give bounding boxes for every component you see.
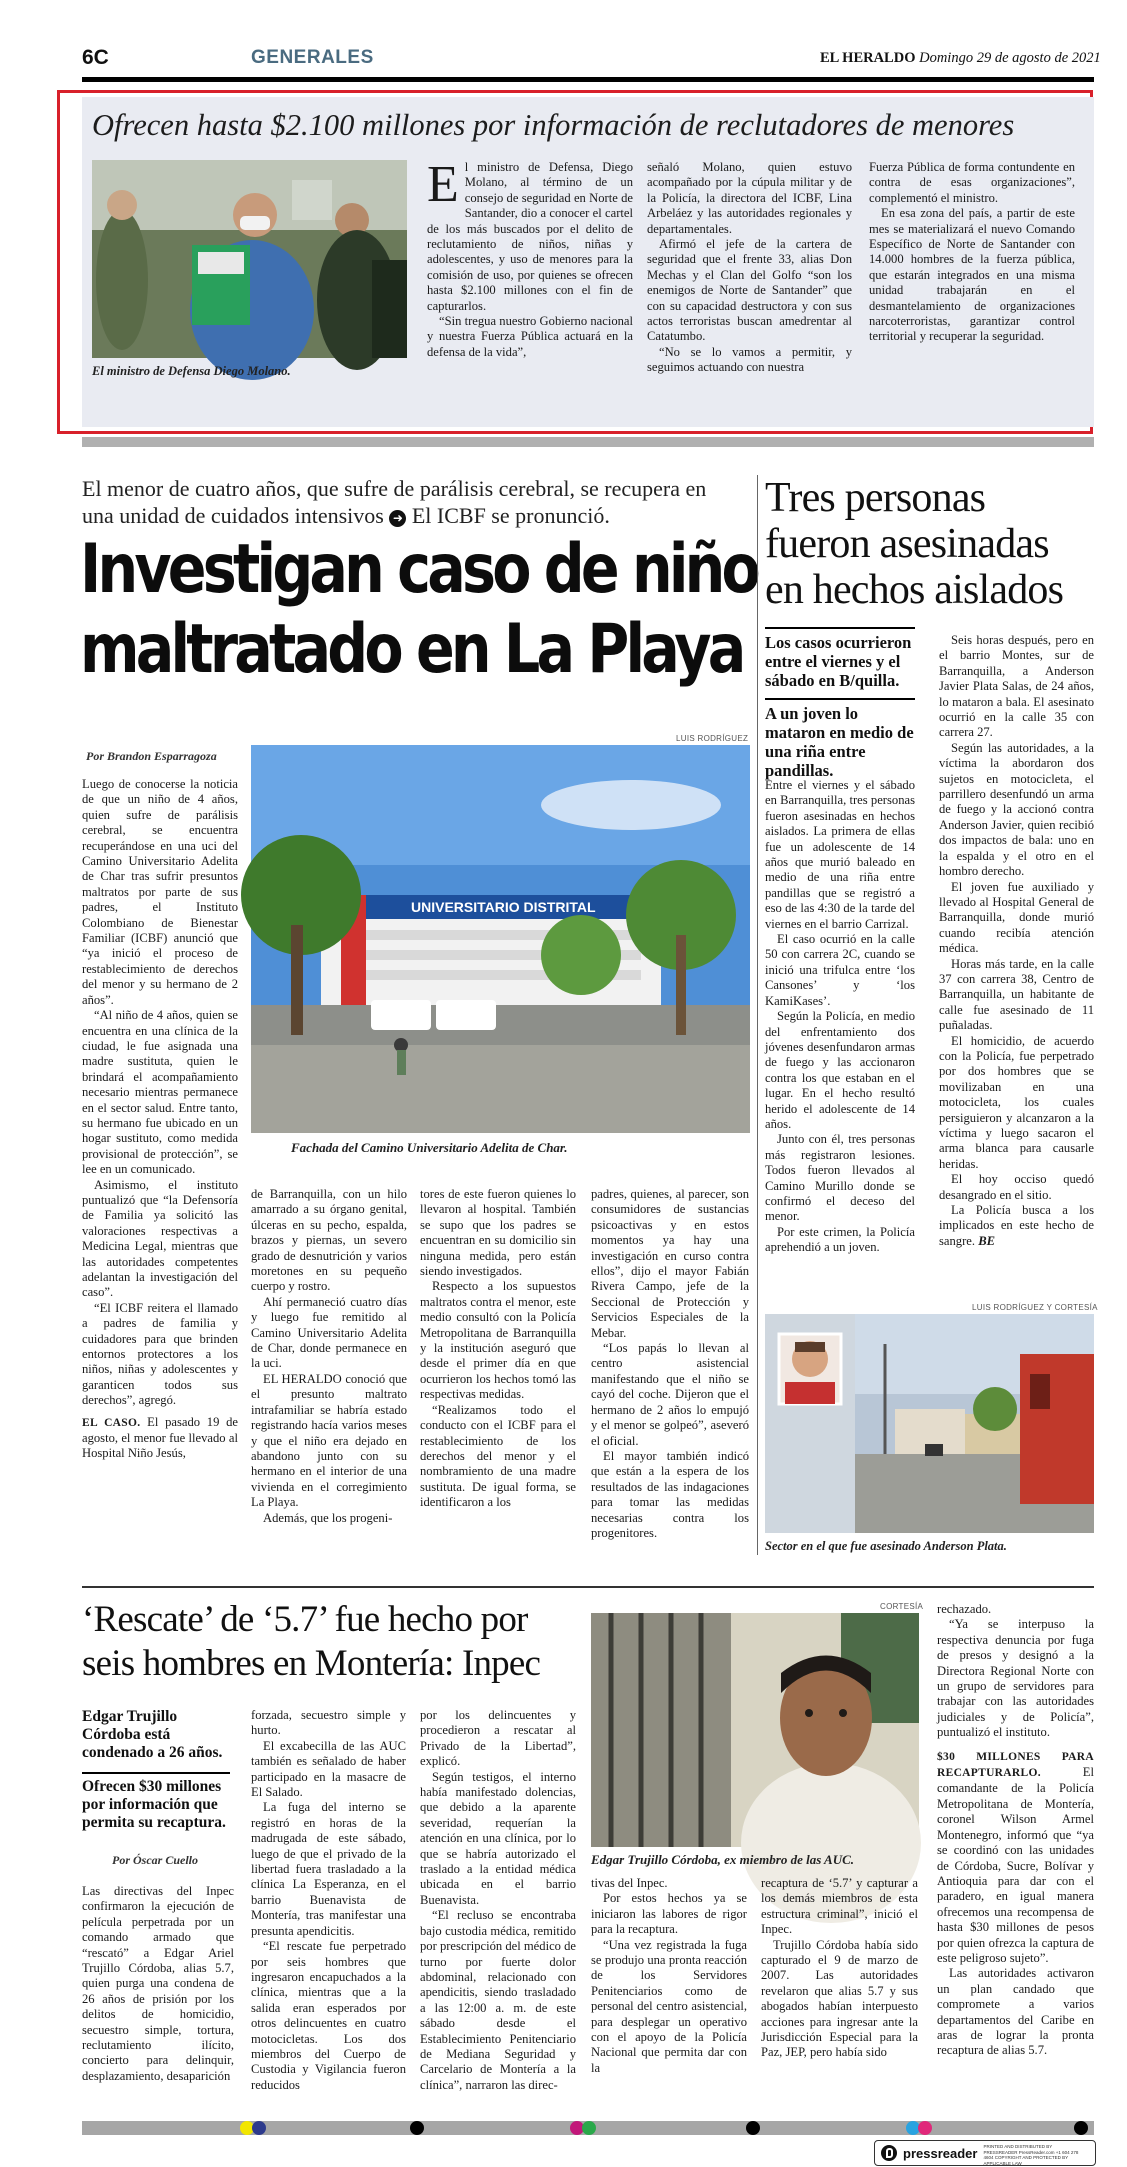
bottom-story-column-3 (420, 1708, 576, 2108)
registration-dot (252, 2121, 266, 2135)
side-deck-rule (765, 627, 915, 629)
main-story-paragraph: Respecto a los supuestos maltratos contra el menor, este medio consultó con la Policía Metropolitana de Barranquilla y la institución aseguró que desde el primer día en que ocurrieron los hechos tomó las respectivas medidas. (420, 1279, 576, 1402)
bottom-story-paragraph: tivas del Inpec. (591, 1876, 668, 1890)
main-story-paragraph (82, 1415, 238, 1462)
drop-cap: E (427, 156, 459, 213)
top-story-paragraph: l ministro de Defensa, Diego Molano, al término de un consejo de seguridad en Norte de Santander, dio a conocer el cartel de los más buscados por el delito de reclutamiento de niños, niñas y adolescentes, y uso de menores para la comisión de uso, por quienes se ofrecen hasta $2.100 millones con el fin de capturarlos. (427, 160, 633, 313)
registration-dot (582, 2121, 596, 2135)
headline-line: Tres personas (765, 475, 986, 521)
registration-dot (410, 2121, 424, 2135)
side-story-headline (765, 475, 1095, 613)
main-story-paragraph: tores de este fueron quienes lo llevaron al hospital. También se supo que los padres se encuentran en su domicilio sin ninguna medida, pero están siendo investigados. (420, 1187, 576, 1279)
headline-line: ‘Rescate’ de ‘5.7’ fue hecho por (82, 1599, 528, 1640)
top-story-paragraph: “Sin tregua nuestro Gobierno nacional y nuestra Fuerza Pública actuará en la defensa de la vida”, (427, 314, 633, 359)
bottom-photo-credit: CORTESÍA (880, 1602, 924, 1611)
side-deck-rule (765, 698, 915, 700)
main-story-paragraph: EL HERALDO conoció que el presunto maltrato intrafamiliar se habría estado registrando hacía varios meses y que el niño era dejado en abandono junto con su hermano en el interior de una vivienda en el corregimiento La Playa. (251, 1371, 407, 1510)
bottom-story-byline: Por Óscar Cuello (112, 1853, 199, 1867)
crime-scene-illustration (765, 1314, 1094, 1533)
main-story-paragraph: Ahí permaneció cuatro días y luego fue remitido al Camino Universitario Adelita de Char, donde permanece en la uci. (251, 1294, 407, 1371)
main-story-column-2 (251, 1187, 407, 1557)
top-story-headline: Ofrecen hasta $2.100 millones por información de reclutadores de menores (92, 108, 1015, 142)
bottom-story-column-6 (937, 1602, 1094, 2108)
bottom-story-paragraph: Trujillo Córdoba había sido capturado el 9 de marzo de 2007. Las autoridades revelaron que alias 5.7 y sus abogados habían interpuesto acciones para ingresar ante la Jurisdicción Especial para la Paz, JEP, pero había sido (761, 1937, 918, 2060)
side-story-paragraph: El homicidio, de acuerdo con la Policía, fue perpetrado por dos hombres que se movilizaban en una motocicleta, los cuales persiguieron y alcanzaron a la víctima y luego sacaron el arma blanca para causarle heridas. (939, 1033, 1094, 1171)
side-story-deck: A un joven lo mataron en medio de una riña entre pandillas. (765, 704, 914, 780)
main-story-paragraph: El mayor también indicó que están a la espera de los resultados de las indagaciones para tomar las medidas necesarias contra los progenitores. (591, 1448, 749, 1540)
side-story-column-2 (939, 633, 1094, 1305)
bottom-story-paragraph: forzada, secuestro simple y hurto. (251, 1708, 406, 1738)
top-story-caption: El ministro de Defensa Diego Molano. (92, 364, 291, 378)
column-divider (757, 475, 758, 1555)
bottom-story-column-1 (82, 1884, 234, 2108)
bottom-story-deck: Edgar Trujillo Córdoba está condenado a 26 años. (82, 1708, 223, 1761)
main-story-paragraph: “Los papás lo llevan al centro asistencial manifestando que el niño se cayó del coche. Dijeron que el hermano de 2 años lo empujó y el menor se golpeó”, aseveró el oficial. (591, 1341, 749, 1448)
author-sign: BE (978, 1233, 995, 1248)
main-story-paragraph: “El ICBF reitera el llamado a padres de familia y cuidadores para que brinden entornos protectores a los niños, niñas y adolescentes y garanticen todos sus derechos”, agregó. (82, 1300, 238, 1408)
pressreader-badge[interactable] (874, 2140, 1096, 2166)
side-photo-caption: Sector en el que fue asesinado Anderson Plata. (765, 1539, 1007, 1553)
main-story-column-3 (420, 1187, 576, 1557)
pressreader-fine-print: PRINTED AND DISTRIBUTED BY PRESSREADER PressReader.com +1 604 278 4604 COPYRIGHT AND PROTECTED BY APPLICABLE LAW (983, 2144, 1079, 2166)
side-story-paragraph: Según la Policía, en medio del enfrentamiento dos jóvenes desenfundaron armas de fuego y las accionaron contra los que estaban en el lugar. En el hecho resultó herido el adolescente de 14 años. (765, 1009, 915, 1131)
kicker-link: El ICBF se pronunció. (411, 503, 610, 528)
paragraph-text: El comandante de la Policía Metropolitana de Montería, coronel Wilson Armel Montenegro, informó que “ya se coordinó con las unidades de Córdoba, Sucre, Bolívar y Antioquia para dar con el paradero, en igual manera ofrecemos una recompensa de hasta $30 millones de pesos por quien ofrezca la captura de este peligroso sujeto”. (937, 1765, 1094, 1965)
top-story-column-1 (427, 156, 633, 382)
side-photo-credit: LUIS RODRÍGUEZ Y CORTESÍA (972, 1303, 1098, 1312)
registration-dot (746, 2121, 760, 2135)
hospital-photo (251, 745, 750, 1133)
bottom-story-paragraph: Por estos hechos ya se iniciaron las labores de rigor para la recaptura. (591, 1891, 747, 1937)
bottom-story-paragraph: “Una vez registrada la fuga se produjo una pronta reacción de los Servidores Penitenciarios como de personal del centro asistencial, para desplegar un operativo con el apoyo de la Policía Nacional que permita dar con la (591, 1937, 747, 2075)
registration-marks (82, 2121, 1094, 2135)
section-lead: $30 MILLONES PARA RECAPTURARLO. (937, 1750, 1094, 1780)
pressreader-brand: pressreader (903, 2145, 978, 2161)
main-story-paragraph: Asimismo, el instituto puntualizó que “la Defensoría de Familia ya solicitó las valoraciones respectivas a Medicina Legal, mientras que las autoridades competentes adelantan la investigación del caso”. (82, 1177, 238, 1300)
crime-scene-photo (765, 1314, 1094, 1533)
top-story-paragraph: señaló Molano, quien estuvo acompañado por la cúpula militar y de la Policía, la directora del ICBF, Lina Arbeláez y las autoridades regionales y departamentales. (647, 160, 852, 236)
section-divider (82, 1586, 1094, 1588)
side-story-paragraph: Entre el viernes y el sábado en Barranquilla, tres personas fueron asesinadas en hechos aislados. La primera de ellas fue un adolescente de 14 años que murió baleado en medio de una riña entre pandillas que se registró a eso de las 4:30 de la tarde del viernes en el barrio Carrizal. (765, 778, 915, 931)
header-rule (82, 77, 1094, 82)
prisoner-photo-illustration (591, 1613, 919, 1847)
bottom-photo-caption: Edgar Trujillo Córdoba, ex miembro de las AUC. (591, 1852, 855, 1867)
top-story-column-3 (869, 160, 1075, 382)
bottom-story-deck: Ofrecen $30 millones por información que permita su recaptura. (82, 1778, 226, 1831)
top-story-column-2 (647, 160, 852, 382)
bottom-story-paragraph: Las autoridades activaron un plan candado que compromete a varios departamentos del Caribe en aras de lograr la pronta recaptura de alias 5.7. (937, 1966, 1094, 2058)
headline-line: seis hombres en Montería: Inpec (82, 1643, 541, 1684)
side-story-paragraph: El joven fue auxiliado y llevado al Hospital General de Barranquilla, donde murió cuando recibía atención médica. (939, 879, 1094, 956)
headline-line: fueron asesinadas (765, 521, 1049, 567)
minister-photo (92, 160, 407, 358)
side-story-deck: Los casos ocurrieron entre el viernes y el sábado en B/quilla. (765, 633, 912, 690)
headline-line: maltratado en La Playa (80, 610, 743, 689)
main-photo-caption: Fachada del Camino Universitario Adelita de Char. (291, 1140, 568, 1155)
bottom-story-paragraph: Según testigos, el interno había manifestado dolencias, que debido a la aparente severidad, requerían la atención en una clínica, por lo que se habría autorizado el traslado a la entidad médica ubicada en el barrio Buenavista. (420, 1769, 576, 1907)
main-photo-credit: LUIS RODRÍGUEZ (676, 734, 749, 743)
headline-line: en hechos aislados (765, 567, 1064, 613)
hospital-photo-illustration (251, 745, 750, 1133)
registration-dot (918, 2121, 932, 2135)
bottom-story-paragraph: por los delincuentes y procedieron a rescatar al Privado de la Libertad”, explicó. (420, 1708, 576, 1769)
main-story-kicker (82, 475, 740, 529)
main-story-byline: Por Brandon Esparragoza (86, 749, 217, 763)
top-story-paragraph: Fuerza Pública de forma contundente en contra de esas organizaciones”, complementó el ministro. (869, 160, 1075, 205)
side-story-paragraph (939, 1203, 1094, 1249)
side-story-paragraph: Según las autoridades, a la víctima la abordaron dos sujetos en motocicleta, el parrillero desenfundó un arma de fuego y la accionó contra Anderson Javier, quien recibió dos impactos de bala: uno en la espalda y el otro en el hombro derecho. (939, 740, 1094, 879)
main-story-paragraph: “Al niño de 4 años, quien se encuentra en una clínica de la ciudad, le fue asignada una madre sustituta, quien le brindará el acompañamiento necesario mientras permanece en el sector salud. Entre tanto, su hermano fue ubicado en un hogar sustituto, como medida provisional de protección”, se lee en un comunicado. (82, 1008, 238, 1177)
paper-name: EL HERALDO (820, 50, 916, 66)
side-story-column-1 (765, 778, 915, 1294)
side-story-paragraph: Seis horas después, pero en el barrio Montes, sur de Barranquilla, a Anderson Javier Plata Salas, de 24 años, lo mataron a bala. El asesinato ocurrió en la calle 35 con carrera 27. (939, 633, 1094, 740)
issue-date: Domingo 29 de agosto de 2021 (919, 50, 1101, 66)
bottom-story-paragraph: “El recluso se encontraba bajo custodia médica, remitido por prescripción del médico de turno por fuerte dolor abdominal, relacionado con apendicitis, siendo trasladado a las 12:00 a. m. de este sábado desde el Establecimiento Penitenciario de Mediana Seguridad y Carcelario de Montería a la clínica”, narraron las direc- (420, 1908, 576, 2092)
bottom-story-paragraph: Las directivas del Inpec confirmaron la ejecución de película perpetrada por un comando armado que “rescató” a Edgar Ariel Trujillo Córdoba, alias 5.7, quien purga una condena de 26 años de prisión por los delitos de homicidio, secuestro simple, tortura, reclutamiento ilícito, concierto para delinquir, desplazamiento, desaparición (82, 1884, 234, 2083)
minister-photo-illustration (92, 160, 407, 358)
main-story-paragraph: padres, quienes, al parecer, son consumidores de sustancias psicoactivas y en estos momentos ya hay una investigación en curso contra ellos”, dijo el mayor Fabián Rivera Campo, jefe de la Seccional de Protección y Servicios Especiales de la Mebar. (591, 1187, 749, 1340)
top-story-paragraph: “No se lo vamos a permitir, y seguimos actuando con nuestra (647, 344, 852, 375)
hospital-sign: UNIVERSITARIO DISTRITAL (411, 899, 596, 915)
side-story-paragraph: Horas más tarde, en la calle 37 con carrera 38, Centro de Barranquilla, un habitante de calle fue asesinado de 11 puñaladas. (939, 956, 1094, 1033)
bottom-story-paragraph: rechazado. (937, 1602, 992, 1616)
main-story-paragraph: Luego de conocerse la noticia de que un niño de 4 años, quien sufre de parálisis cerebral, se encuentra recuperándose en una uci del Camino Universitario Adelita de Char tras sufrir presuntos maltratos por parte de sus padres, el Instituto Colombiano de Bienestar Familiar (ICBF) anunció que “ya inició el proceso de restablecimiento de derechos del menor y su hermano de 2 años”. (82, 777, 238, 1007)
bottom-story-paragraph: La fuga del interno se registró en horas de la madrugada de este sábado, luego de que el privado de la libertad fuera trasladado a la clínica La Esperanza, en el barrio Buenavista de Montería, tras manifestar una presunta apendicitis. (251, 1800, 406, 1938)
top-story-paragraph: En esa zona del país, a partir de este mes se materializará el nuevo Comando Específico de Norte de Santander con 14.000 hombres de la fuerza pública, que estarán integrados en una misma unidad trabajarán en el desmantelamiento de organizaciones narcoterroristas, garantizar control territorial y recuperar la seguridad. (869, 206, 1075, 344)
top-story-paragraph: Afirmó el jefe de la cartera de seguridad que el frente 33, alias Don Mechas y el Clan del Golfo “son los enemigos de Norte de Santander” que con su capacidad destructora y con sus actos terroristas buscan amedrentar al Catatumbo. (647, 237, 852, 344)
main-story-paragraph: de Barranquilla, con un hilo amarrado a su órgano genital, úlceras en su pecho, espalda, brazos y piernas, un severo grado de desnutrición y varios moretones en su pequeño cuerpo y rostro. (251, 1187, 407, 1294)
main-story-paragraph: Además, que los progeni- (263, 1510, 393, 1525)
paragraph-text: El pasado 19 de agosto, el menor fue llevado al Hospital Niño Jesús, (82, 1414, 238, 1461)
bottom-story-paragraph (937, 1749, 1094, 1967)
bottom-story-column-5 (761, 1876, 918, 2108)
side-story-paragraph: El caso ocurrió en la calle 50 con carrera 2C, cuando se inició una trifulca entre ‘los Cansones’ y ‘los KamiKases’. (765, 932, 915, 1008)
prisoner-photo (591, 1613, 919, 1847)
bottom-story-headline (82, 1598, 602, 1686)
bottom-story-column-2 (251, 1708, 406, 2108)
section-name: GENERALES (251, 47, 374, 68)
side-story-paragraph: Por este crimen, la Policía aprehendió a un joven. (765, 1224, 915, 1255)
arrow-right-icon: ➜ (389, 510, 406, 527)
headline-line: Investigan caso de niño (80, 530, 758, 609)
top-story-bottom-band (82, 437, 1094, 447)
bottom-deck-rule (82, 1772, 230, 1774)
main-story-column-1 (82, 777, 238, 1557)
bottom-story-paragraph: recaptura de ‘5.7’ y capturar a los demás miembros de esta estructura criminal”, inició el Inpec. (761, 1876, 918, 1937)
paragraph-text: La Policía busca a los implicados en este hecho de sangre. (939, 1203, 1094, 1248)
kicker-text: El menor de cuatro años, que sufre de parálisis cerebral, se recupera en una unidad de cuidados intensivos (82, 476, 707, 528)
masthead-date-line (820, 50, 1101, 67)
bottom-story-paragraph: “El rescate fue perpetrado por seis hombres que ingresaron encapuchados a la clínica, mientras que a la salida eran esperados por otros delincuentes en cuatro motocicletas. Los dos miembros del Cuerpo de Custodia y Vigilancia fueron reducidos (251, 1939, 406, 2092)
main-story-paragraph: “Realizamos todo el conducto con el ICBF para el restablecimiento de los derechos del menor y el nombramiento de una madre sustituta. De igual forma, se identificaron a los (420, 1402, 576, 1510)
pressreader-logo-icon (881, 2145, 897, 2161)
main-story-column-4 (591, 1187, 749, 1557)
side-story-paragraph: El hoy occiso quedó desangrado en el sitio. (939, 1172, 1094, 1202)
bottom-story-column-4 (591, 1876, 747, 2108)
bottom-story-paragraph: El excabecilla de las AUC también es señalado de haber participado en la masacre de El Salado. (251, 1738, 406, 1800)
section-lead: EL CASO. (82, 1416, 141, 1429)
registration-dot (1074, 2121, 1088, 2135)
main-story-headline (80, 530, 758, 690)
bottom-story-paragraph: “Ya se interpuso la respectiva denuncia por fuga de presos y designó a la Directora Regional Norte con un grupo de servidores para trabajar con las autoridades judiciales y de Policía”, puntualizó el instituto. (937, 1617, 1094, 1740)
page-number: 6C (82, 46, 109, 69)
side-story-paragraph: Junto con él, tres personas más registraron lesiones. Todos fueron llevados al Camino Murillo donde se confirmó el deceso del menor. (765, 1132, 915, 1224)
